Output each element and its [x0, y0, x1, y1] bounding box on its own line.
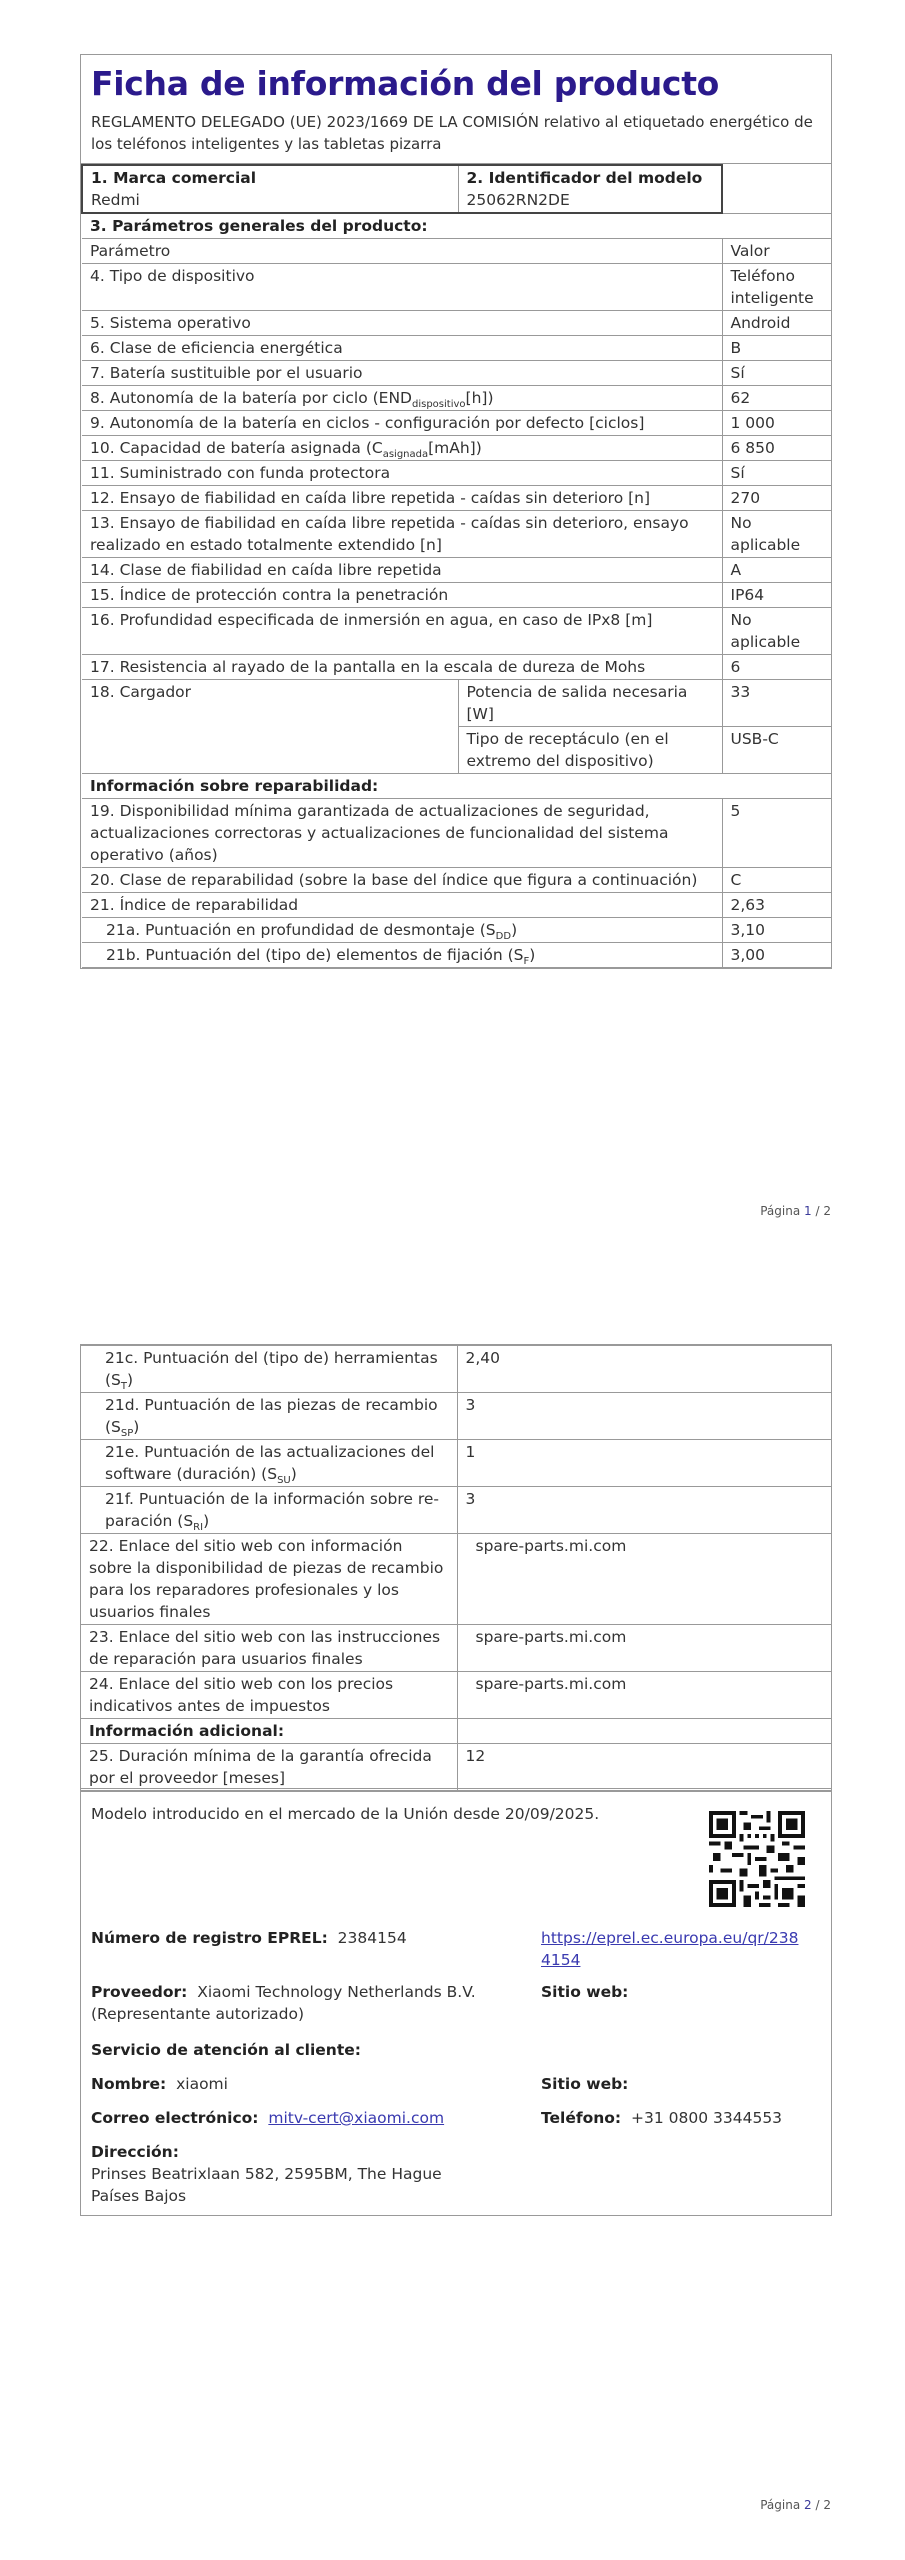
section-row	[82, 774, 831, 799]
row-label: 20. Clase de reparabilidad (sobre la base del índice que figura a continuación)	[82, 868, 722, 893]
row-label-text: 21c. Puntuación del (tipo de) herramientas (S	[105, 1349, 438, 1389]
section-row	[82, 213, 831, 239]
page-number-total: / 2	[815, 1204, 831, 1218]
section-repair: Información sobre reparabilidad:	[82, 774, 831, 799]
row-label: 4. Tipo de dispositivo	[82, 264, 722, 311]
row-label-text: )	[203, 1512, 210, 1530]
row-label: 14. Clase de fiabilidad en caída libre repetida	[82, 558, 722, 583]
page-number-total: / 2	[815, 2498, 831, 2512]
row-label: 11. Suministrado con funda protectora	[82, 461, 722, 486]
regulation-subtitle: REGLAMENTO DELEGADO (UE) 2023/1669 DE LA COMISIÓN relativo al etiquetado energético de los teléfonos inteligentes y las tabletas pizarra	[91, 113, 813, 153]
email-link[interactable]: mitv-cert@xiaomi.com	[268, 2109, 445, 2127]
row-value: 6	[722, 655, 831, 680]
table-row	[82, 868, 831, 893]
row-label-sub: DD	[495, 931, 512, 943]
table-row	[81, 1534, 831, 1625]
row-value: 3,00	[722, 943, 831, 968]
table-row	[82, 239, 831, 264]
row-value: 1	[457, 1440, 831, 1487]
row-value: 5	[722, 799, 831, 868]
row-label: 16. Profundidad especificada de inmersión en agua, en caso de IPx8 [m]	[82, 608, 722, 655]
row-label-text: [mAh])	[428, 439, 482, 457]
table-row	[82, 893, 831, 918]
row-value: 3	[457, 1487, 831, 1534]
product-sheet	[80, 54, 832, 969]
row-label: 25. Duración mínima de la garantía ofrecida por el proveedor [meses]	[81, 1744, 457, 1791]
product-sheet-continued	[80, 1344, 832, 1792]
table-row	[82, 680, 831, 727]
row-label-text: 8. Autonomía de la batería por ciclo (END	[90, 389, 412, 407]
contact-name-label: Nombre:	[91, 2075, 167, 2093]
supplier	[91, 1981, 511, 2025]
empty-cell	[457, 1719, 831, 1744]
row-label	[81, 1487, 457, 1534]
row-label: 17. Resistencia al rayado de la pantalla en la escala de dureza de Mohs	[82, 655, 722, 680]
row-label-text: 21a. Puntuación en profundidad de desmontaje (S	[106, 921, 496, 939]
contact-email	[91, 2107, 444, 2129]
row-label: 5. Sistema operativo	[82, 311, 722, 336]
row-label: 6. Clase de eficiencia energética	[82, 336, 722, 361]
model-value: 25062RN2DE	[466, 191, 570, 209]
params-table-continued	[81, 1345, 831, 1791]
row-value: C	[722, 868, 831, 893]
row-label: 12. Ensayo de fiabilidad en caída libre repetida - caídas sin deterioro [n]	[82, 486, 722, 511]
contact-name	[91, 2073, 228, 2095]
email-label: Correo electrónico:	[91, 2109, 259, 2127]
row-label-text: )	[133, 1418, 140, 1436]
supplier-label: Proveedor:	[91, 1983, 188, 2001]
eprel-value: 2384154	[337, 1929, 407, 1947]
row-label-sub: F	[523, 956, 530, 968]
table-row	[82, 943, 831, 968]
row-label-text: )	[529, 946, 536, 964]
table-row	[82, 264, 831, 311]
row-label: 22. Enlace del sitio web con información sobre la disponibilidad de piezas de recambio para los reparadores profesionales y los usuarios finales	[81, 1534, 457, 1625]
row-label: 7. Batería sustituible por el usuario	[82, 361, 722, 386]
page-number-current: 1	[804, 1204, 812, 1218]
row-value: 3	[457, 1393, 831, 1440]
row-value: IP64	[722, 583, 831, 608]
table-row	[82, 311, 831, 336]
row-label-text: 21d. Puntuación de las piezas de recambio (S	[105, 1396, 438, 1436]
row-value: No aplicable	[722, 511, 831, 558]
section-additional: Información adicional:	[81, 1719, 457, 1744]
market-intro: Modelo introducido en el mercado de la Unión desde 20/09/2025.	[91, 1805, 600, 1823]
row-value: 6 850	[722, 436, 831, 461]
row-label	[81, 1440, 457, 1487]
table-row	[82, 655, 831, 680]
page-number	[760, 2498, 831, 2512]
table-row	[81, 1440, 831, 1487]
table-row	[82, 461, 831, 486]
website2-label: Sitio web:	[541, 2075, 629, 2093]
section-general: 3. Parámetros generales del producto:	[82, 213, 831, 239]
table-row	[81, 1346, 831, 1393]
table-row	[82, 165, 831, 213]
row-value: 3,10	[722, 918, 831, 943]
table-row	[81, 1744, 831, 1791]
charger-power-value: 33	[722, 680, 831, 727]
table-row	[82, 386, 831, 411]
row-label-text: 21f. Puntuación de la información sobre reparación (S	[105, 1490, 440, 1530]
supplier-value: Xiaomi Technology Netherlands B.V. (Representante autorizado)	[91, 1983, 476, 2023]
sheet-header	[81, 55, 831, 164]
table-row	[82, 558, 831, 583]
row-value: Sí	[722, 461, 831, 486]
phone-value: +31 0800 3344553	[631, 2109, 783, 2127]
qr-code-icon[interactable]	[709, 1811, 805, 1907]
table-row	[81, 1625, 831, 1672]
model-label: 2. Identificador del modelo	[466, 169, 703, 187]
table-row	[82, 411, 831, 436]
row-value: B	[722, 336, 831, 361]
row-label-text: [h])	[465, 389, 494, 407]
repair-instructions-link[interactable]: spare-parts.mi.com	[457, 1625, 831, 1672]
address-line-1: Prinses Beatrixlaan 582, 2595BM, The Hague	[91, 2165, 442, 2183]
prices-link[interactable]: spare-parts.mi.com	[457, 1672, 831, 1719]
row-value: 62	[722, 386, 831, 411]
row-label-sub: dispositivo	[412, 399, 466, 411]
table-row	[82, 436, 831, 461]
row-label-text: 21b. Puntuación del (tipo de) elementos de fijación (S	[106, 946, 524, 964]
table-row	[82, 511, 831, 558]
eprel-number	[91, 1927, 407, 1949]
address-label: Dirección:	[91, 2143, 179, 2161]
page-number	[760, 1204, 831, 1218]
row-value: 1 000	[722, 411, 831, 436]
row-label-text: 21e. Puntuación de las actualizaciones del software (duración) (S	[105, 1443, 435, 1483]
charger-port-label: Tipo de receptáculo (en el extremo del dispositivo)	[458, 727, 722, 774]
row-label: 9. Autonomía de la batería en ciclos - configuración por defecto [ciclos]	[82, 411, 722, 436]
table-row	[81, 1672, 831, 1719]
spare-parts-link[interactable]: spare-parts.mi.com	[457, 1534, 831, 1625]
row-value: 12	[457, 1744, 831, 1791]
row-value: 2,63	[722, 893, 831, 918]
address-line-2: Países Bajos	[91, 2187, 187, 2205]
row-value: 270	[722, 486, 831, 511]
charger-label: 18. Cargador	[82, 680, 458, 774]
table-row	[81, 1487, 831, 1534]
table-row	[82, 918, 831, 943]
row-label: 13. Ensayo de fiabilidad en caída libre repetida - caídas sin deterioro, ensayo realizado en estado totalmente extendido [n]	[82, 511, 722, 558]
page-number-label: Página	[760, 1204, 801, 1218]
row-label	[82, 943, 722, 968]
row-value: Sí	[722, 361, 831, 386]
brand-value: Redmi	[91, 191, 140, 209]
row-label: 24. Enlace del sitio web con los precios indicativos antes de impuestos	[81, 1672, 457, 1719]
row-label: 15. Índice de protección contra la penetración	[82, 583, 722, 608]
page-2	[0, 1280, 905, 2560]
charger-power-label: Potencia de salida necesaria [W]	[458, 680, 722, 727]
col-value-header: Valor	[722, 239, 831, 264]
row-label: 21. Índice de reparabilidad	[82, 893, 722, 918]
brand-label: 1. Marca comercial	[91, 169, 257, 187]
address	[91, 2141, 442, 2207]
row-label-text: )	[511, 921, 518, 939]
row-label: 23. Enlace del sitio web con las instrucciones de reparación para usuarios finales	[81, 1625, 457, 1672]
row-label-text: 10. Capacidad de batería asignada (C	[90, 439, 383, 457]
row-label-text: )	[127, 1371, 134, 1389]
row-label-sub: RI	[193, 1522, 204, 1534]
phone-label: Teléfono:	[541, 2109, 622, 2127]
row-label	[81, 1393, 457, 1440]
row-label-sub: asignada	[382, 449, 429, 461]
table-row	[82, 583, 831, 608]
charger-port-value: USB-C	[722, 727, 831, 774]
customer-service-label: Servicio de atención al cliente:	[91, 2041, 361, 2059]
page-title: Ficha de información del producto	[91, 64, 720, 103]
row-value: No aplicable	[722, 608, 831, 655]
contact-phone	[541, 2107, 782, 2129]
row-label-sub: SP	[120, 1428, 134, 1440]
table-row	[82, 486, 831, 511]
row-label	[82, 918, 722, 943]
table-row	[82, 336, 831, 361]
params-table	[81, 164, 831, 968]
row-label: 19. Disponibilidad mínima garantizada de actualizaciones de seguridad, actualizaciones correctoras y actualizaciones de funcionalidad del sistema operativo (años)	[82, 799, 722, 868]
row-value: Android	[722, 311, 831, 336]
table-row	[82, 608, 831, 655]
row-value: 2,40	[457, 1346, 831, 1393]
page-number-current: 2	[804, 2498, 812, 2512]
section-row	[81, 1719, 831, 1744]
row-label-sub: T	[120, 1381, 127, 1393]
row-label	[82, 436, 722, 461]
table-row	[82, 361, 831, 386]
table-row	[82, 799, 831, 868]
page-number-label: Página	[760, 2498, 801, 2512]
website-label: Sitio web:	[541, 1983, 629, 2001]
row-label-text: )	[290, 1465, 297, 1483]
eprel-label: Número de registro EPREL:	[91, 1929, 328, 1947]
col-param-header: Parámetro	[82, 239, 722, 264]
row-label-sub: SU	[277, 1475, 291, 1487]
row-value: A	[722, 558, 831, 583]
row-label	[81, 1346, 457, 1393]
eprel-link[interactable]: https://eprel.ec.europa.eu/qr/2384154	[541, 1929, 799, 1969]
table-row	[81, 1393, 831, 1440]
row-label	[82, 386, 722, 411]
row-value: Teléfono inteligente	[722, 264, 831, 311]
eprel-info-box	[80, 1788, 832, 2216]
contact-name-value: xiaomi	[176, 2075, 228, 2093]
